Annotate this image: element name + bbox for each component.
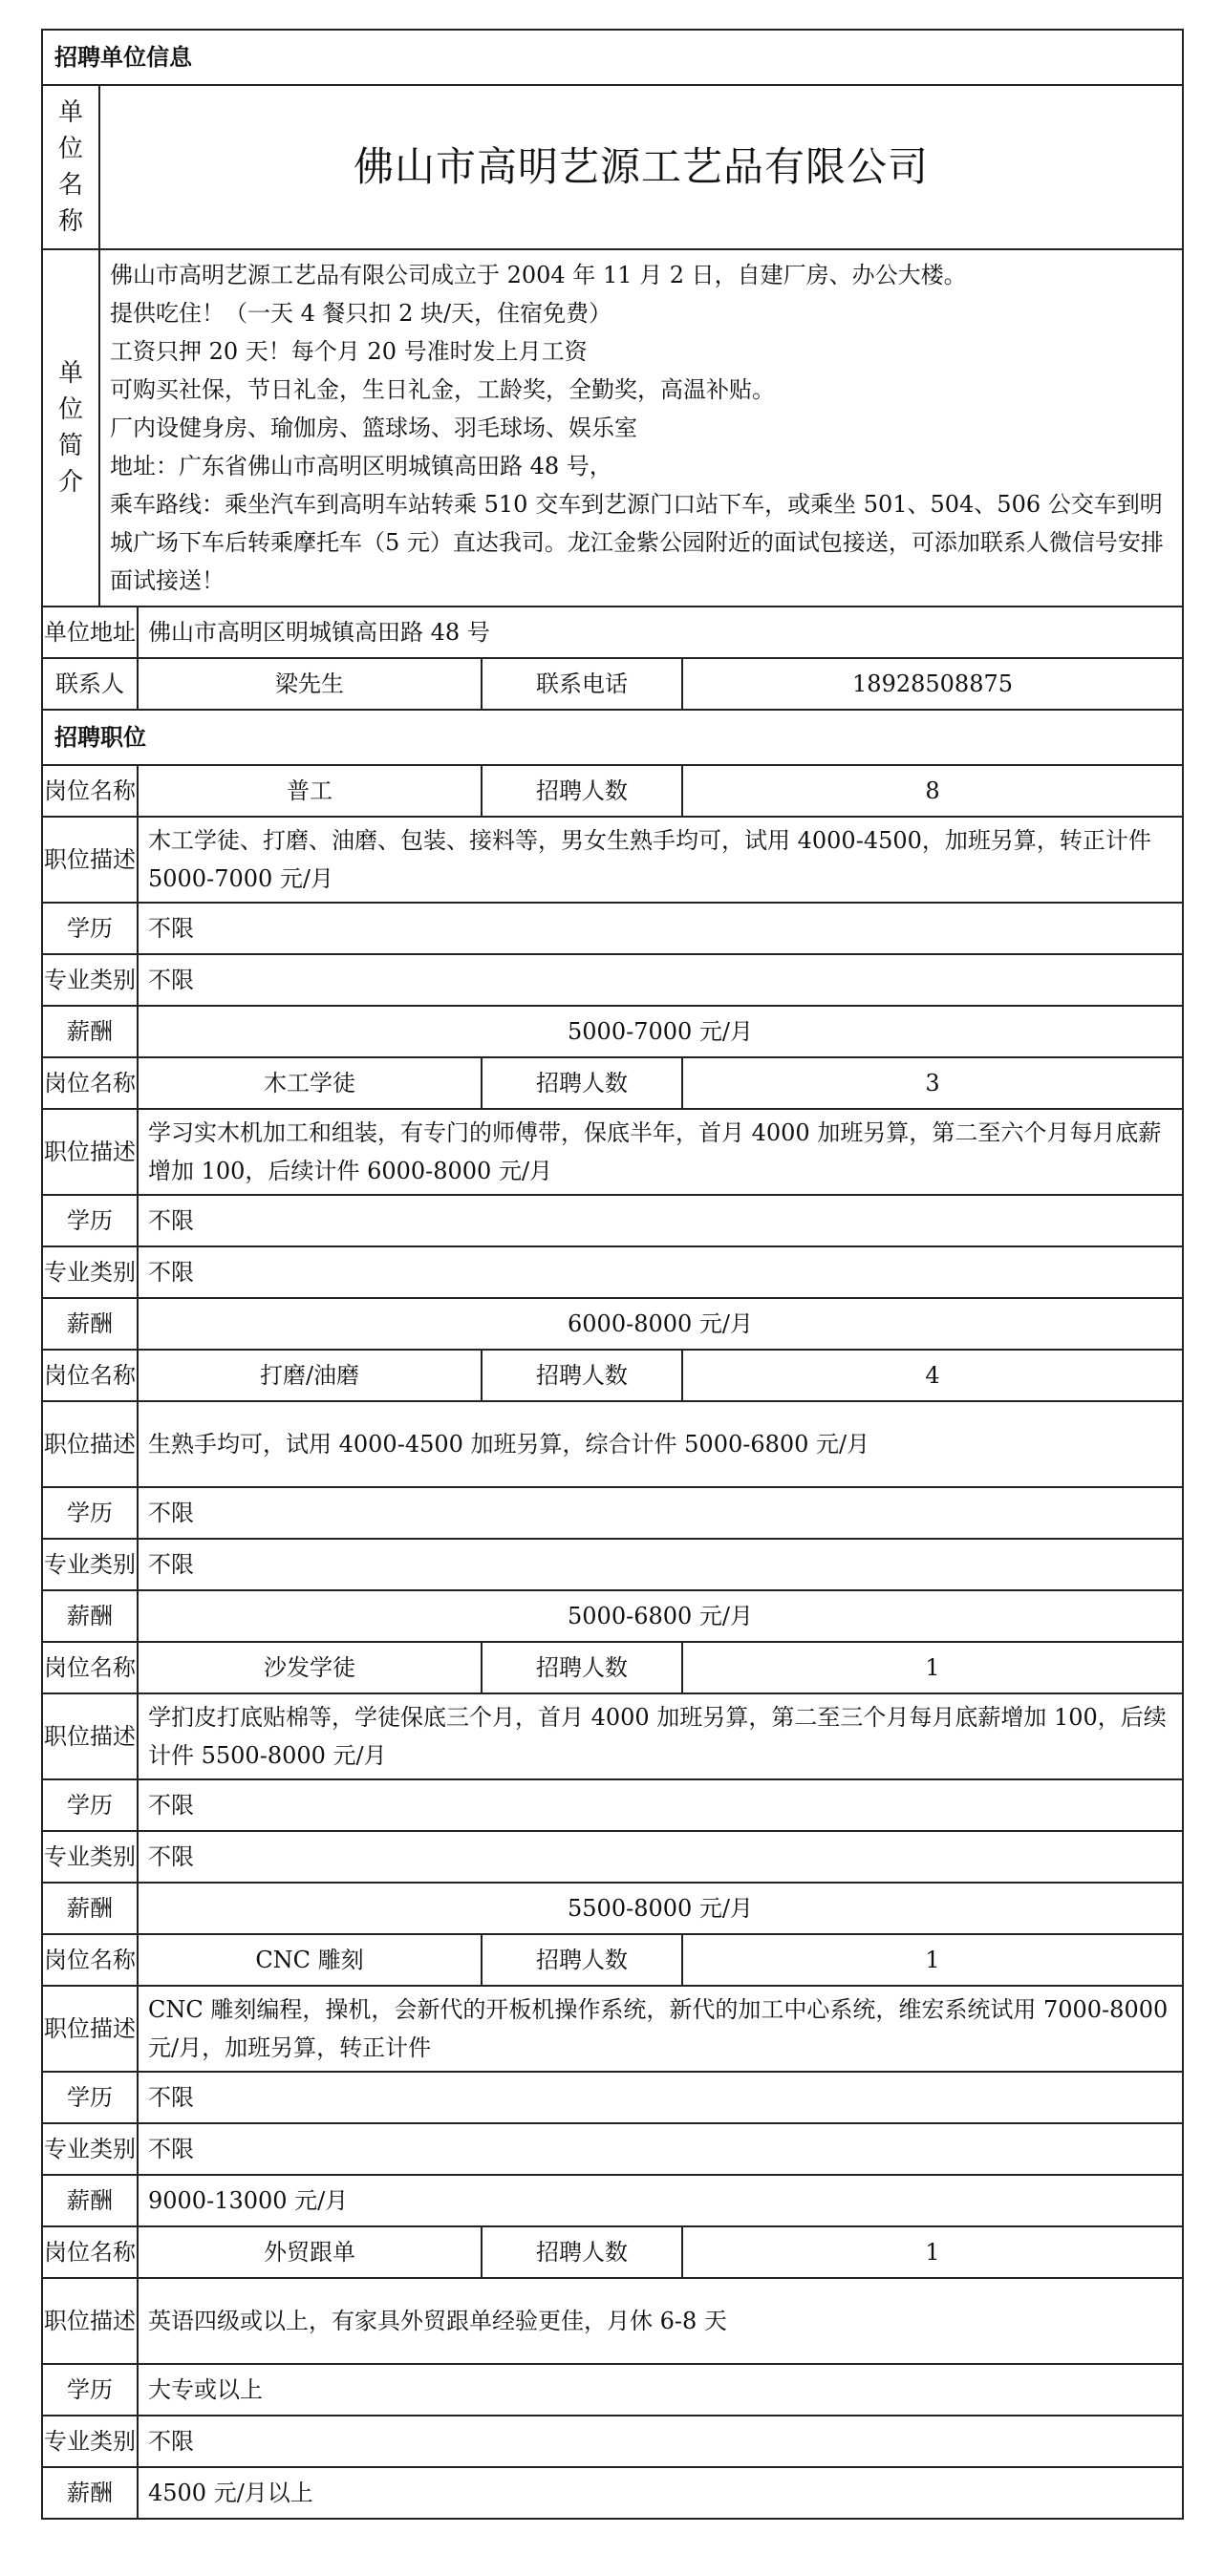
- label-salary: 薪酬: [42, 2467, 138, 2519]
- intro-line: 可购买社保，节日礼金，生日礼金，工龄奖，全勤奖，高温补贴。: [110, 376, 775, 403]
- label-phone: 联系电话: [482, 658, 682, 710]
- label-unit-intro-text: 单位简介: [57, 359, 83, 497]
- job-salary: 5500-8000 元/月: [138, 1883, 1183, 1934]
- job-title: 沙发学徒: [138, 1642, 482, 1693]
- intro-line: 乘车路线：乘坐汽车到高明车站转乘 510 交车到艺源门口站下车，或乘坐 501、504、506 公交车到明城广场下车后转乘摩托车（5 元）直达我司。龙江金紫公园附近的面试包接送，可添加联系人微信号安排面试接送！: [110, 491, 1164, 594]
- label-job-title: 岗位名称: [42, 765, 138, 817]
- job-description: 英语四级或以上，有家具外贸跟单经验更佳，月休 6-8 天: [138, 2278, 1183, 2364]
- job-description: 生熟手均可，试用 4000-4500 加班另算，综合计件 5000-6800 元/月: [138, 1401, 1183, 1487]
- label-education: 学历: [42, 2072, 138, 2123]
- job-education: 不限: [138, 1195, 1183, 1246]
- job-major: 不限: [138, 954, 1183, 1006]
- label-job-desc: 职位描述: [42, 2278, 138, 2364]
- label-job-title: 岗位名称: [42, 1350, 138, 1401]
- label-major: 专业类别: [42, 1539, 138, 1590]
- job-headcount: 3: [682, 1057, 1183, 1109]
- label-education: 学历: [42, 903, 138, 954]
- label-major: 专业类别: [42, 954, 138, 1006]
- label-unit-intro: [42, 249, 99, 607]
- intro-line: 厂内设健身房、瑜伽房、篮球场、羽毛球场、娱乐室: [110, 415, 637, 441]
- job-salary: 4500 元/月以上: [138, 2467, 1183, 2519]
- job-education: 不限: [138, 1779, 1183, 1831]
- job-salary: 5000-6800 元/月: [138, 1590, 1183, 1642]
- company-name: 佛山市高明艺源工艺品有限公司: [99, 85, 1183, 249]
- job-title: 普工: [138, 765, 482, 817]
- job-headcount: 1: [682, 2226, 1183, 2278]
- job-description: 木工学徒、打磨、油磨、包装、接料等，男女生熟手均可，试用 4000-4500，加班另算，转正计件 5000-7000 元/月: [138, 817, 1183, 903]
- section-positions: 招聘职位: [42, 710, 1183, 765]
- recruitment-table: [41, 29, 1184, 2520]
- label-major: 专业类别: [42, 1831, 138, 1883]
- label-salary: 薪酬: [42, 1006, 138, 1057]
- job-major: 不限: [138, 2123, 1183, 2175]
- label-salary: 薪酬: [42, 1883, 138, 1934]
- intro-line: 工资只押 20 天！每个月 20 号准时发上月工资: [110, 338, 588, 365]
- job-major: 不限: [138, 2416, 1183, 2467]
- label-major: 专业类别: [42, 1246, 138, 1298]
- job-headcount: 4: [682, 1350, 1183, 1401]
- label-unit-name: [42, 85, 99, 249]
- job-headcount: 8: [682, 765, 1183, 817]
- label-job-desc: 职位描述: [42, 1986, 138, 2072]
- label-headcount: 招聘人数: [482, 2226, 682, 2278]
- label-job-desc: 职位描述: [42, 1693, 138, 1779]
- job-description: 学习实木机加工和组装，有专门的师傅带，保底半年，首月 4000 加班另算，第二至六个月每月底薪增加 100，后续计件 6000-8000 元/月: [138, 1109, 1183, 1195]
- label-headcount: 招聘人数: [482, 1350, 682, 1401]
- label-salary: 薪酬: [42, 1298, 138, 1350]
- contact-person: 梁先生: [138, 658, 482, 710]
- intro-line: 佛山市高明艺源工艺品有限公司成立于 2004 年 11 月 2 日，自建厂房、办公大楼。: [110, 262, 967, 288]
- contact-phone: 18928508875: [682, 658, 1183, 710]
- job-title: 木工学徒: [138, 1057, 482, 1109]
- job-education: 不限: [138, 903, 1183, 954]
- label-headcount: 招聘人数: [482, 1934, 682, 1986]
- label-job-title: 岗位名称: [42, 1057, 138, 1109]
- label-education: 学历: [42, 1487, 138, 1539]
- company-address: 佛山市高明区明城镇高田路 48 号: [138, 607, 1183, 658]
- job-description: 学扪皮打底贴棉等，学徒保底三个月，首月 4000 加班另算，第二至三个月每月底薪增加 100，后续计件 5500-8000 元/月: [138, 1693, 1183, 1779]
- job-major: 不限: [138, 1246, 1183, 1298]
- label-education: 学历: [42, 1195, 138, 1246]
- label-job-title: 岗位名称: [42, 2226, 138, 2278]
- label-contact: 联系人: [42, 658, 138, 710]
- label-address: 单位地址: [42, 607, 138, 658]
- job-major: 不限: [138, 1539, 1183, 1590]
- job-title: CNC 雕刻: [138, 1934, 482, 1986]
- label-unit-name-text: 单位名称: [57, 98, 83, 236]
- intro-line: 地址：广东省佛山市高明区明城镇高田路 48 号，: [110, 453, 612, 479]
- job-title: 打磨/油磨: [138, 1350, 482, 1401]
- job-description: CNC 雕刻编程，操机，会新代的开板机操作系统，新代的加工中心系统，维宏系统试用 7000-8000 元/月，加班另算，转正计件: [138, 1986, 1183, 2072]
- label-education: 学历: [42, 1779, 138, 1831]
- label-job-desc: 职位描述: [42, 817, 138, 903]
- job-education: 不限: [138, 1487, 1183, 1539]
- job-title: 外贸跟单: [138, 2226, 482, 2278]
- job-education: 大专或以上: [138, 2364, 1183, 2416]
- label-job-desc: 职位描述: [42, 1109, 138, 1195]
- section-unit-info: 招聘单位信息: [42, 30, 1183, 85]
- label-headcount: 招聘人数: [482, 765, 682, 817]
- job-salary: 9000-13000 元/月: [138, 2175, 1183, 2226]
- label-salary: 薪酬: [42, 2175, 138, 2226]
- intro-line: 提供吃住！（一天 4 餐只扣 2 块/天，住宿免费）: [110, 300, 612, 327]
- job-headcount: 1: [682, 1934, 1183, 1986]
- company-intro: [99, 249, 1183, 607]
- recruitment-document: [41, 29, 1182, 2520]
- job-salary: 5000-7000 元/月: [138, 1006, 1183, 1057]
- job-headcount: 1: [682, 1642, 1183, 1693]
- label-education: 学历: [42, 2364, 138, 2416]
- job-major: 不限: [138, 1831, 1183, 1883]
- job-education: 不限: [138, 2072, 1183, 2123]
- label-job-title: 岗位名称: [42, 1642, 138, 1693]
- label-major: 专业类别: [42, 2416, 138, 2467]
- label-headcount: 招聘人数: [482, 1642, 682, 1693]
- label-job-desc: 职位描述: [42, 1401, 138, 1487]
- label-major: 专业类别: [42, 2123, 138, 2175]
- label-job-title: 岗位名称: [42, 1934, 138, 1986]
- label-headcount: 招聘人数: [482, 1057, 682, 1109]
- job-salary: 6000-8000 元/月: [138, 1298, 1183, 1350]
- label-salary: 薪酬: [42, 1590, 138, 1642]
